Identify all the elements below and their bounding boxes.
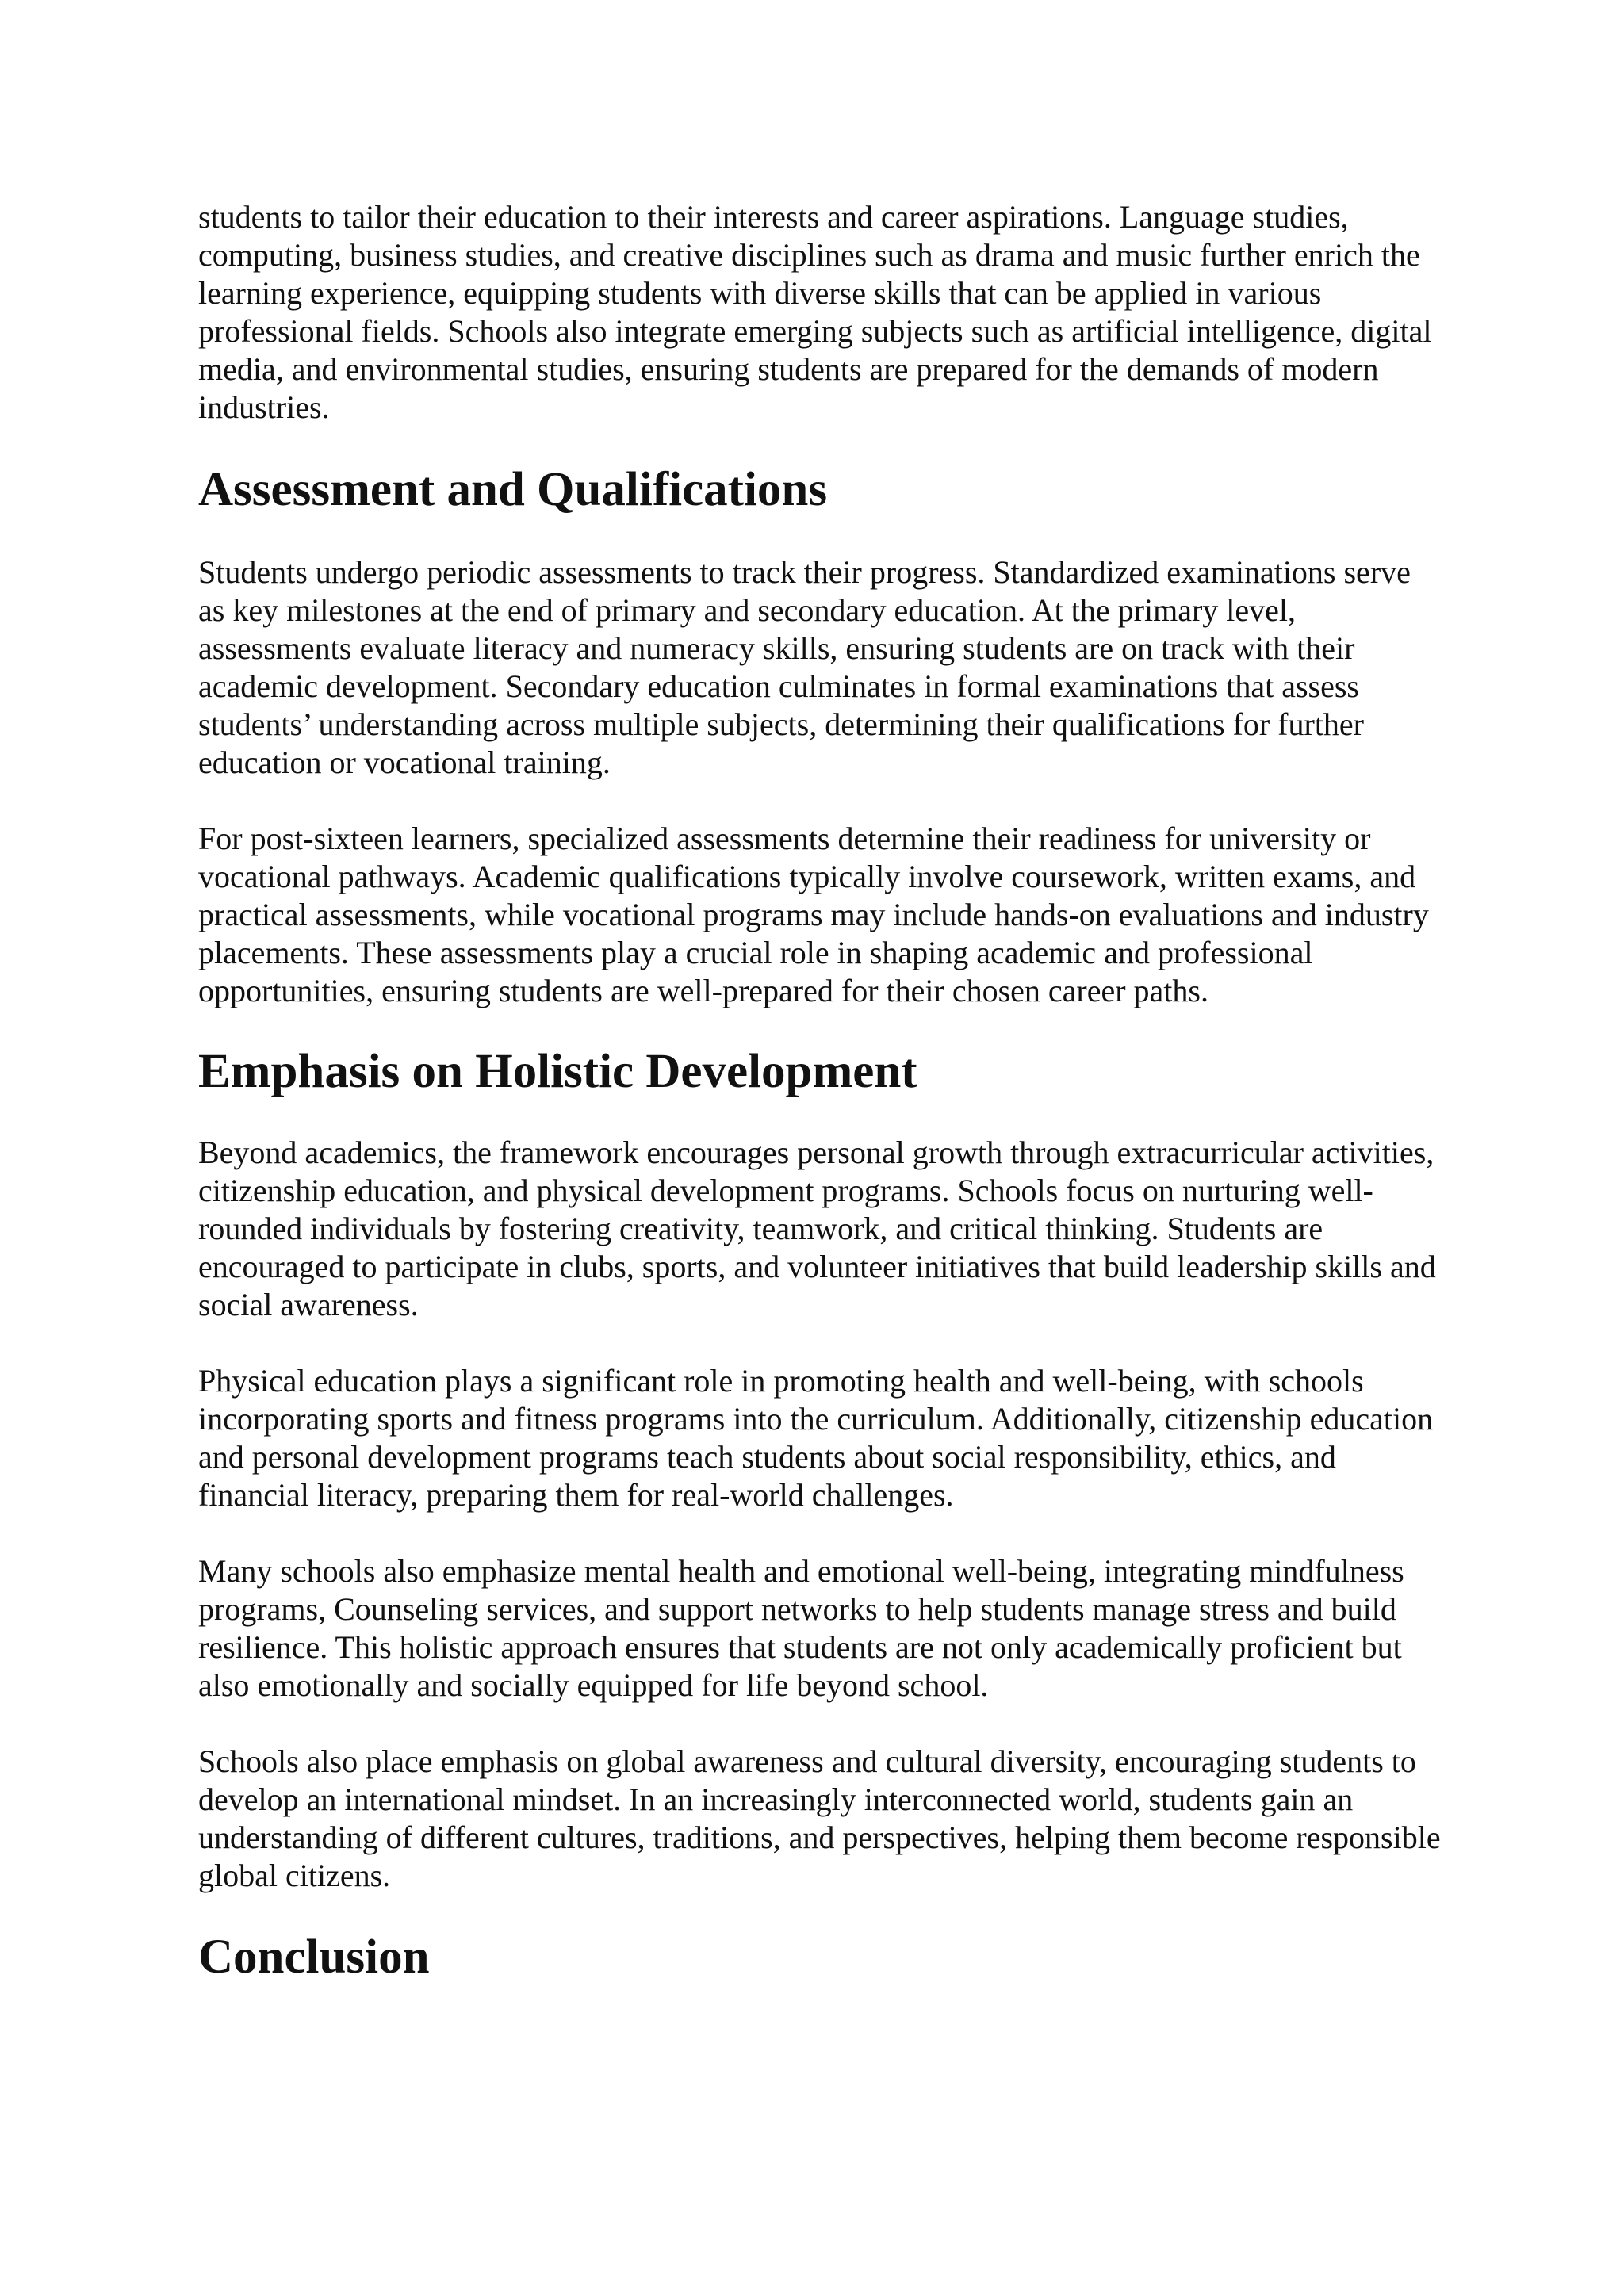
document-page: [198, 198, 1443, 1985]
holistic-paragraph-2: Physical education plays a significant role in promoting health and well-being, with schools incorporating sports and fitness programs into the curriculum. Additionally, citizenship education and personal development programs teach students about social responsibility, ethics, and financial literacy, preparing them for real-world challenges.: [198, 1363, 1434, 1513]
holistic-paragraph-4: Schools also place emphasis on global awareness and cultural diversity, encouraging students to develop an international mindset. In an increasingly interconnected world, students gain an understanding of different cultures, traditions, and perspectives, helping them become responsible global citizens.: [198, 1743, 1441, 1893]
holistic-paragraph-3: Many schools also emphasize mental health and emotional well-being, integrating mindfulness programs, Counseling services, and support networks to help students manage stress and build resilience. This holistic approach ensures that students are not only academically proficient but also emotionally and socially equipped for life beyond school.: [198, 1553, 1404, 1703]
assessment-paragraph-1: Students undergo periodic assessments to track their progress. Standardized examinations serve as key milestones at the end of primary and secondary education. At the primary level, assessments evaluate literacy and numeracy skills, ensuring students are on track with their academic development. Secondary education culminates in formal examinations that assess students’ understanding across multiple subjects, determining their qualifications for further education or vocational training.: [198, 554, 1411, 780]
assessment-paragraph-2: For post-sixteen learners, specialized assessments determine their readiness for university or vocational pathways. Academic qualifications typically involve coursework, written exams, and practical assessments, while vocational programs may include hands-on evaluations and industry placements. These assessments play a crucial role in shaping academic and professional opportunities, ensuring students are well-prepared for their chosen career paths.: [198, 821, 1429, 1008]
section-heading-conclusion: Conclusion: [198, 1931, 430, 1984]
section-heading-holistic: Emphasis on Holistic Development: [198, 1045, 917, 1098]
intro-paragraph: students to tailor their education to their interests and career aspirations. Language studies, computing, business studies, and creative disciplines such as drama and music further enrich the learning experience, equipping students with diverse skills that can be applied in various professional fields. Schools also integrate emerging subjects such as artificial intelligence, digital media, and environmental studies, ensuring students are prepared for the demands of modern industries.: [198, 199, 1432, 425]
holistic-paragraph-1: Beyond academics, the framework encourages personal growth through extracurricular activities, citizenship education, and physical development programs. Schools focus on nurturing well-rounded individuals by fostering creativity, teamwork, and critical thinking. Students are encouraged to participate in clubs, sports, and volunteer initiatives that build leadership skills and social awareness.: [198, 1135, 1436, 1322]
section-heading-assessment: Assessment and Qualifications: [198, 463, 828, 516]
